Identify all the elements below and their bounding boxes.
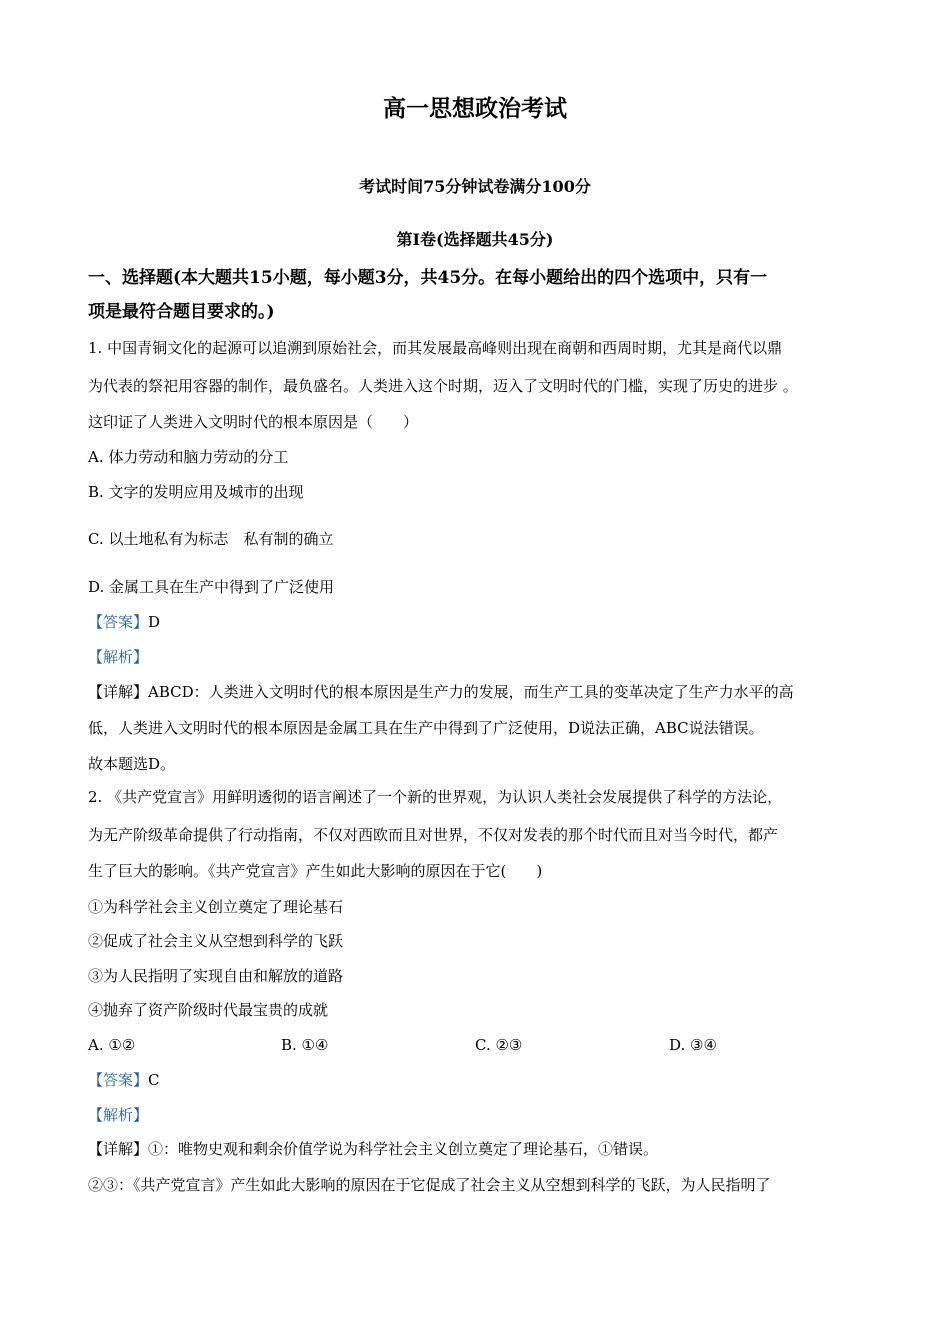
q2-detail-line-2: ②③：《共产党宣言》产生如此大影响的原因在于它促成了社会主义从空想到科学的飞跃，为人民指明了 [88, 1176, 771, 1194]
detail-tag: 【详解】 [88, 683, 149, 701]
q2-stem-line-1: 2. 《共产党宣言》用鲜明透彻的语言阐述了一个新的世界观，为认识人类社会发展提供了科学的方法论， [88, 788, 783, 806]
q1-option-a: A. 体力劳动和脑力劳动的分工 [88, 448, 289, 466]
page-title: 高一思想政治考试 [383, 95, 567, 122]
q1-option-d: D. 金属工具在生产中得到了广泛使用 [88, 578, 335, 596]
q1-stem-line-2: 为代表的祭祀用容器的制作，最负盛名。人类进入这个时期，迈入了文明时代的门槛，实现了历史的进步 。 [88, 377, 798, 395]
detail-tag: 【详解】 [88, 1140, 149, 1158]
q1-stem-line-3: 这印证了人类进入文明时代的根本原因是（ ） [88, 413, 419, 431]
q2-option-b: B. ①④ [281, 1036, 329, 1054]
analysis-tag: 【解析】 [88, 648, 149, 666]
q2-statement-4: ④抛弃了资产阶级时代最宝贵的成就 [88, 1001, 329, 1019]
q2-detail-line-1 [88, 1139, 658, 1159]
q1-answer [88, 612, 160, 632]
q1-detail-line-3: 故本题选D。 [88, 755, 176, 773]
q2-stem-line-2: 为无产阶级革命提供了行动指南，不仅对西欧而且对世界，不仅对发表的那个时代而且对当今时代，都产 [88, 826, 779, 844]
q2-statement-2: ②促成了社会主义从空想到科学的飞跃 [88, 932, 344, 950]
q2-answer [88, 1070, 160, 1090]
q1-stem-line-1: 1. 中国青铜文化的起源可以追溯到原始社会，而其发展最高峰则出现在商朝和西周时期，尤其是商代以鼎 [88, 339, 783, 357]
q2-option-d: D. ③④ [669, 1036, 717, 1054]
q1-detail-line-1 [88, 682, 794, 702]
analysis-tag: 【解析】 [88, 1106, 149, 1124]
section-heading-line-2: 项是最符合题目要求的。) [88, 302, 275, 322]
q1-option-b: B. 文字的发明应用及城市的出现 [88, 483, 304, 501]
part-title: 第Ⅰ卷(选择题共45分) [396, 230, 554, 249]
q2-statement-1: ①为科学社会主义创立奠定了理论基石 [88, 898, 344, 916]
q2-analysis [88, 1105, 148, 1125]
q2-option-a: A. ①② [88, 1036, 136, 1054]
exam-info: 考试时间75分钟试卷满分100分 [359, 177, 591, 196]
answer-value: D [148, 613, 161, 631]
q1-detail-line-2: 低，人类进入文明时代的根本原因是金属工具在生产中得到了广泛使用，D说法正确，ABC说法错误。 [88, 719, 764, 737]
detail-text: ABCD：人类进入文明时代的根本原因是生产力的发展，而生产工具的变革决定了生产力水平的高 [148, 683, 794, 701]
q1-analysis [88, 647, 148, 667]
section-heading-line-1: 一、选择题(本大题共15小题，每小题3分，共45分。在每小题给出的四个选项中，只有一 [88, 268, 768, 288]
q2-stem-line-3: 生了巨大的影响。《共产党宣言》产生如此大影响的原因在于它( ) [88, 862, 543, 880]
answer-tag: 【答案】 [88, 613, 149, 631]
q2-statement-3: ③为人民指明了实现自由和解放的道路 [88, 967, 344, 985]
answer-tag: 【答案】 [88, 1071, 149, 1089]
q2-option-c: C. ②③ [475, 1036, 523, 1054]
answer-value: C [148, 1071, 160, 1089]
q1-option-c: C. 以土地私有为标志 私有制的确立 [88, 530, 334, 548]
detail-text: ①：唯物史观和剩余价值学说为科学社会主义创立奠定了理论基石，①错误。 [148, 1140, 659, 1158]
